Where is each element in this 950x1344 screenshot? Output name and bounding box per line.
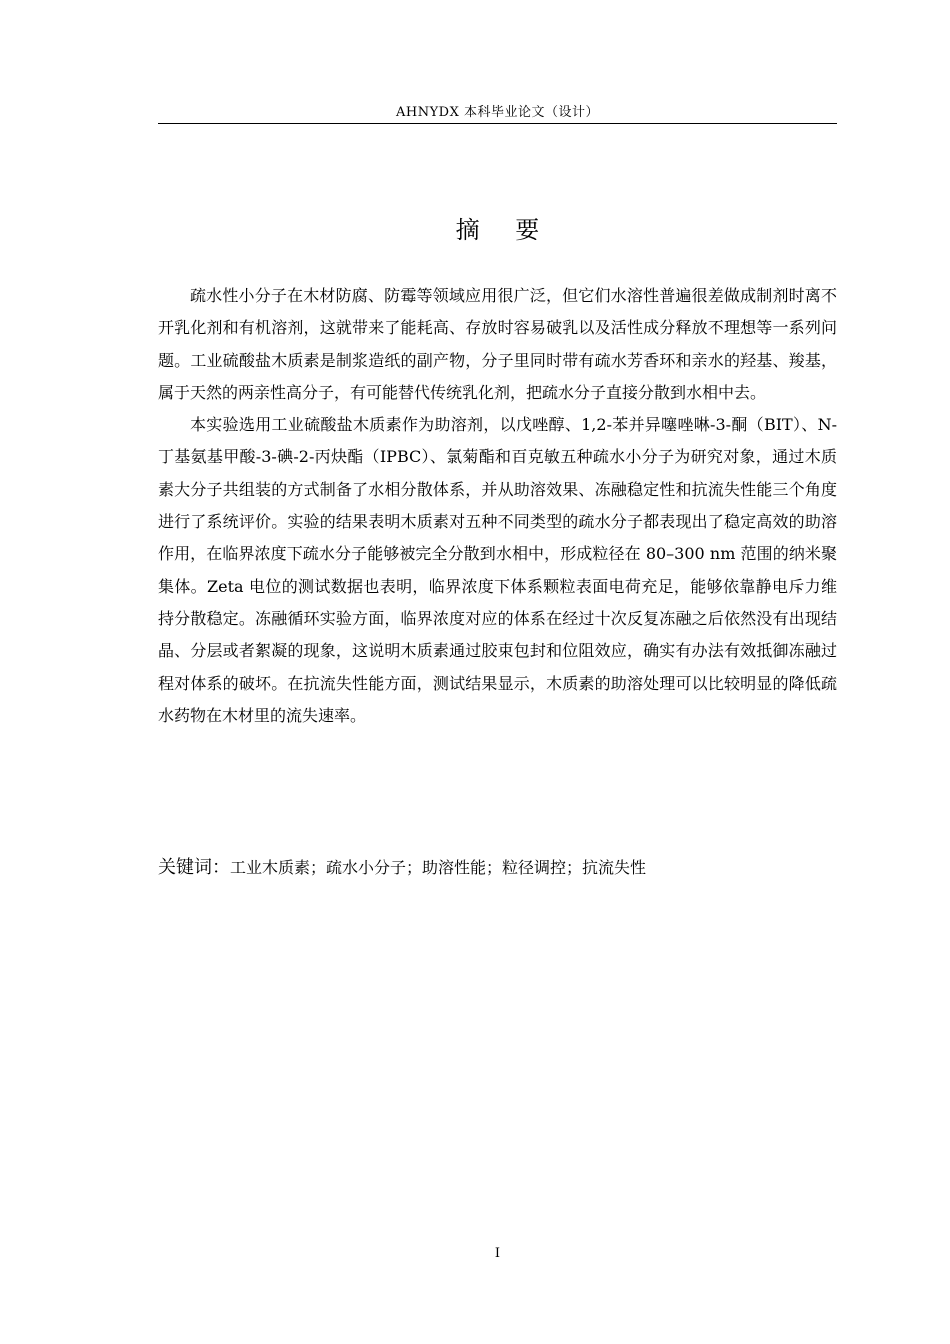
header-rule — [158, 123, 837, 124]
keywords-text: 工业木质素；疏水小分子；助溶性能；粒径调控；抗流失性 — [230, 858, 647, 877]
keywords-label: 关键词： — [158, 857, 230, 878]
abstract-paragraph-1: 疏水性小分子在木材防腐、防霉等领域应用很广泛，但它们水溶性普遍很差做成制剂时离不开乳化剂和有机溶剂，这就带来了能耗高、存放时容易破乳以及活性成分释放不理想等一系列问题。工业硫酸盐木质素是制浆造纸的副产物，分子里同时带有疏水芳香环和亲水的羟基、羧基，属于天然的两亲性高分子，有可能替代传统乳化剂，把疏水分子直接分散到水相中去。 — [158, 286, 837, 402]
keywords — [158, 852, 837, 884]
abstract-body — [158, 280, 837, 732]
abstract-title: 摘 要 — [455, 216, 554, 244]
running-header: AHNYDX 本科毕业论文（设计） — [396, 105, 599, 120]
page-number: I — [494, 1246, 501, 1261]
abstract-paragraph-2: 本实验选用工业硫酸盐木质素作为助溶剂，以戊唑醇、1,2-苯并异噻唑啉-3-酮（BIT）、N-丁基氨基甲酸-3-碘-2-丙炔酯（IPBC）、氯菊酯和百克敏五种疏水小分子为研究对象，通过木质素大分子共组装的方式制备了水相分散体系，并从助溶效果、冻融稳定性和抗流失性能三个角度进行了系统评价。实验的结果表明木质素对五种不同类型的疏水分子都表现出了稳定高效的助溶作用，在临界浓度下疏水分子能够被完全分散到水相中，形成粒径在 80–300 nm 范围的纳米聚集体。Zeta 电位的测试数据也表明，临界浓度下体系颗粒表面电荷充足，能够依靠静电斥力维持分散稳定。冻融循环实验方面，临界浓度对应的体系在经过十次反复冻融之后依然没有出现结晶、分层或者絮凝的现象，这说明木质素通过胶束包封和位阻效应，确实有办法有效抵御冻融过程对体系的破坏。在抗流失性能方面，测试结果显示，木质素的助溶处理可以比较明显的降低疏水药物在木材里的流失速率。 — [158, 415, 837, 725]
